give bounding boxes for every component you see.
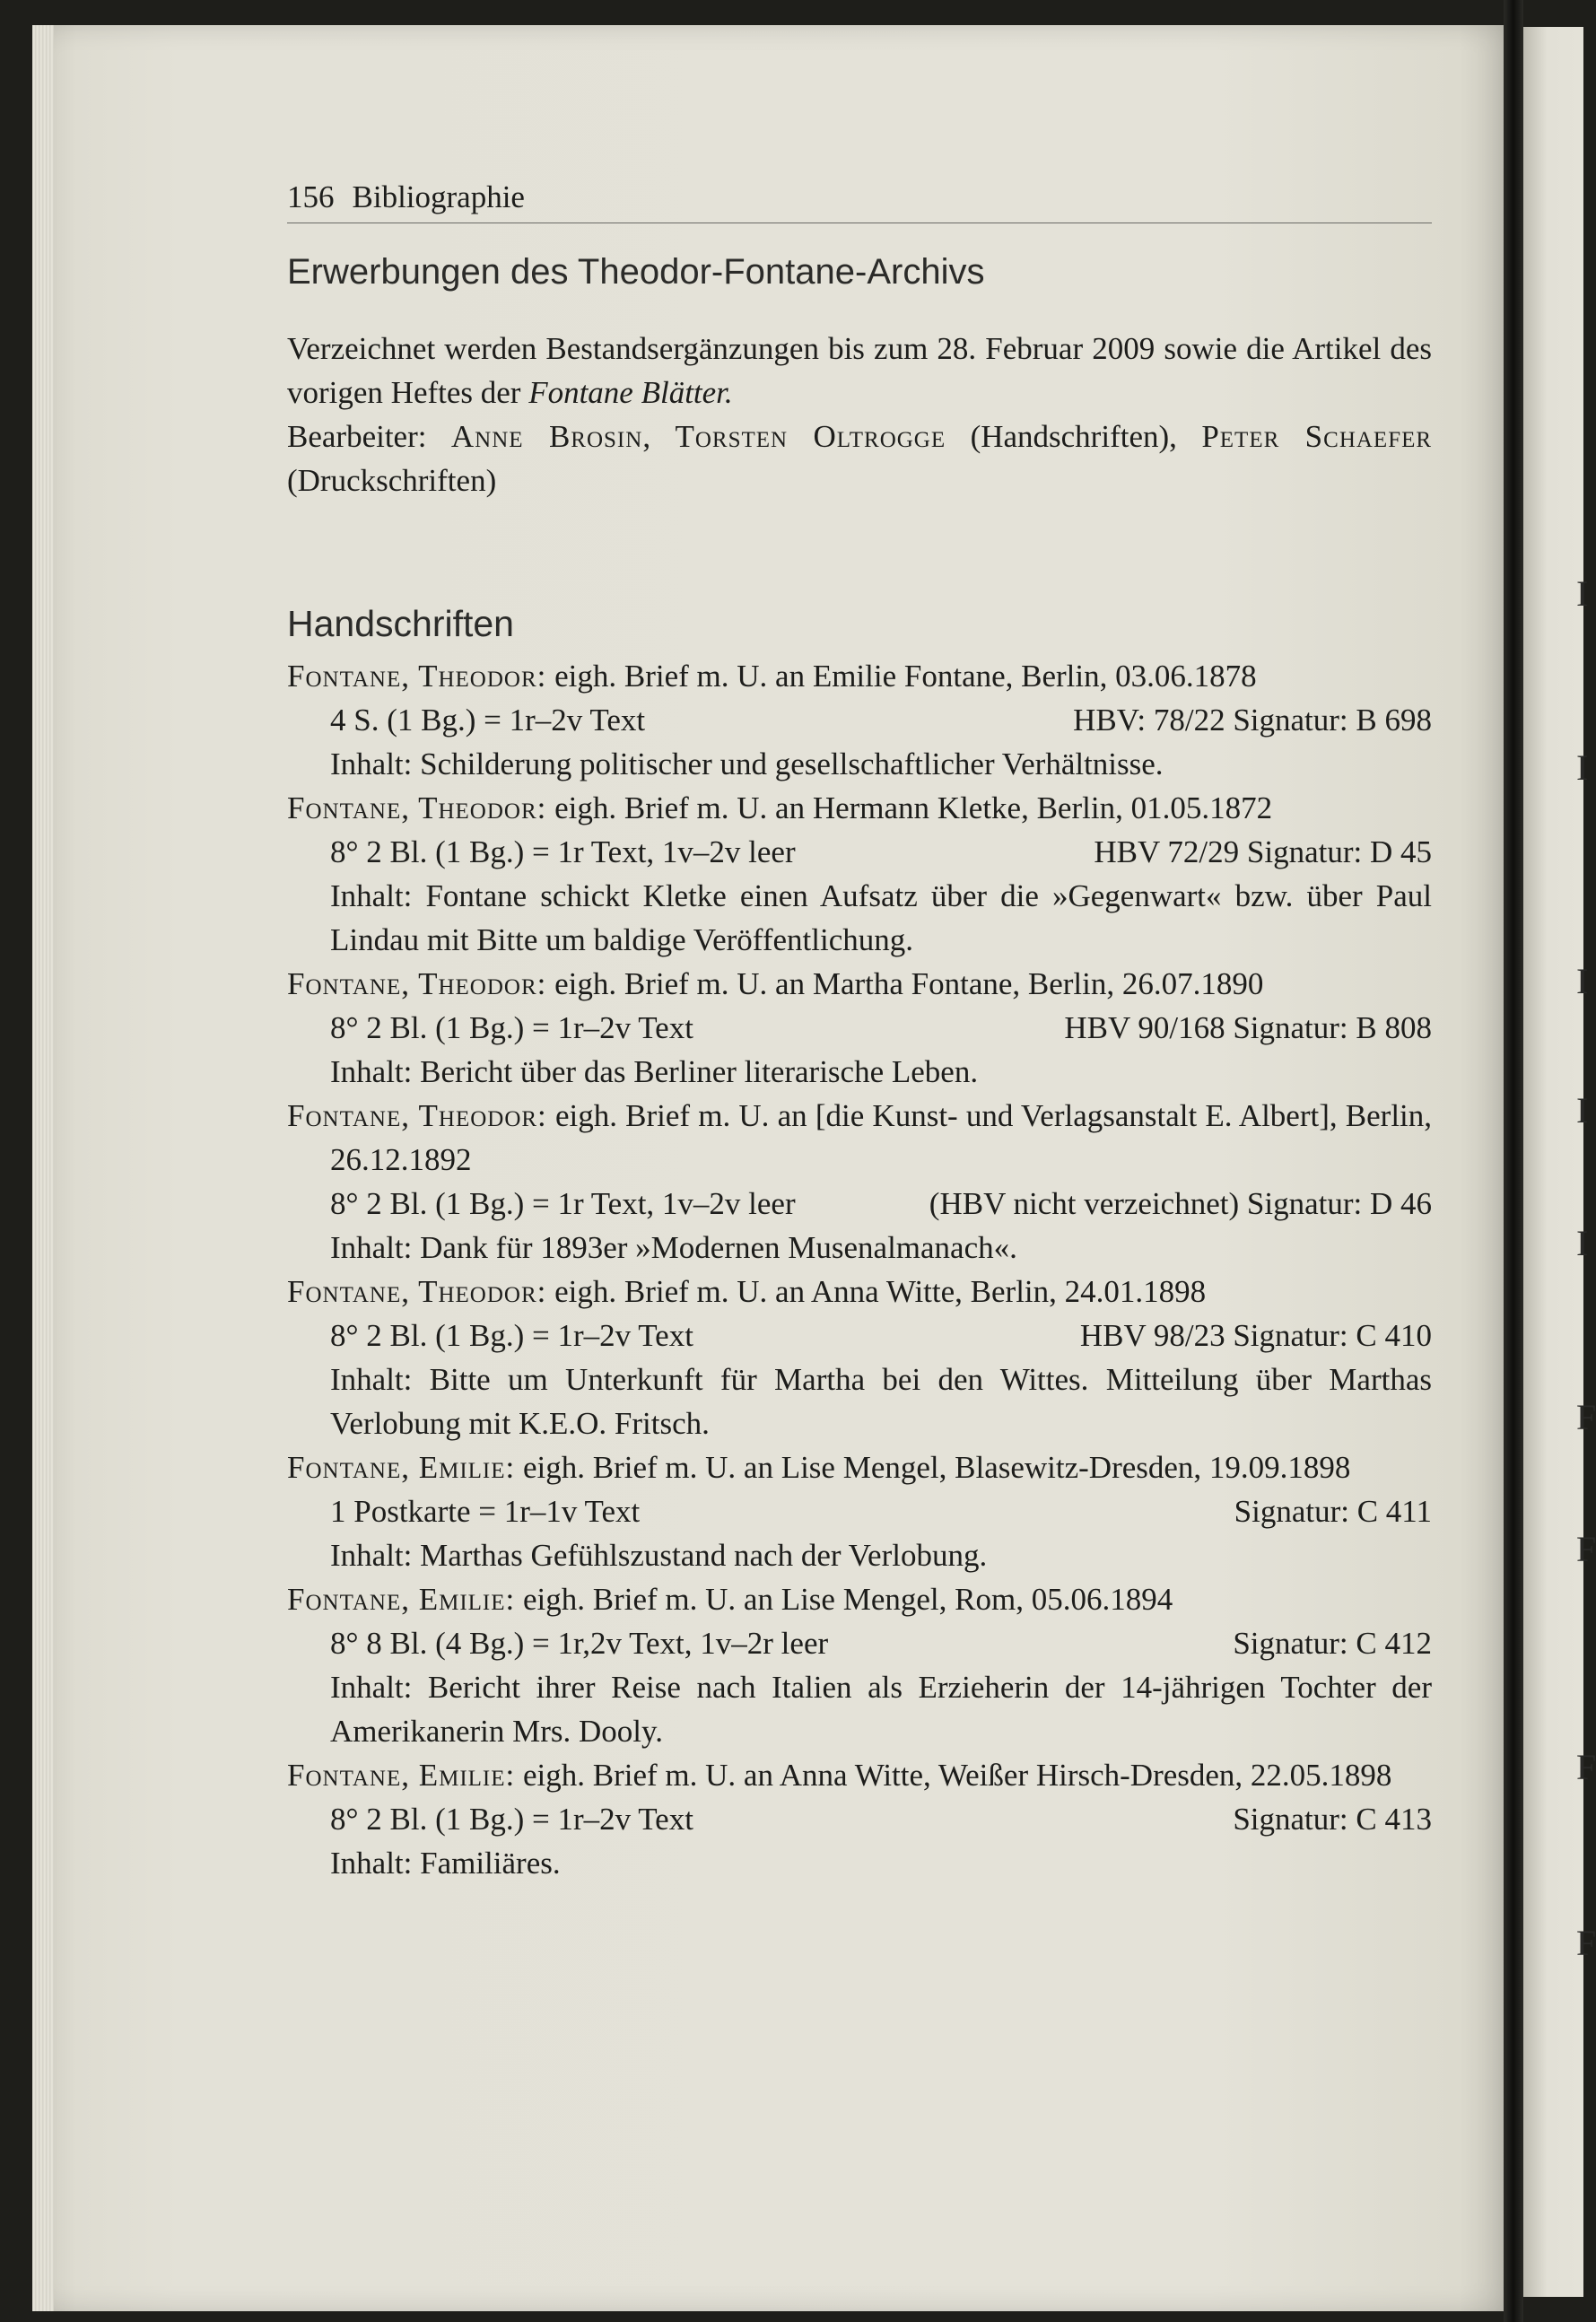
adjacent-page-glyph: F [1576, 1529, 1596, 1569]
entry-description: eigh. Brief m. U. an Lise Mengel, Rom, 05.06.1894 [523, 1582, 1173, 1617]
adjacent-page-glyph: I [1576, 1090, 1589, 1130]
editor-note: (Handschriften), [970, 419, 1177, 454]
entry-content: Inhalt: Familiäres. [330, 1846, 561, 1881]
intro-paragraph [287, 327, 1432, 415]
entry-physical-line [287, 1182, 1432, 1226]
entry-physical: 8° 2 Bl. (1 Bg.) = 1r–2v Text [330, 1010, 693, 1045]
running-head [287, 179, 1432, 223]
entry-content: Inhalt: Marthas Gefühlszustand nach der Verlobung. [330, 1538, 988, 1573]
adjacent-page-glyph: I [1576, 961, 1589, 1001]
entry-author: Fontane, Theodor: [287, 966, 547, 1001]
adjacent-page-glyph: F [1576, 1397, 1596, 1437]
entry-description: eigh. Brief m. U. an Martha Fontane, Berlin, 26.07.1890 [554, 966, 1264, 1001]
entry-description: eigh. Brief m. U. an Anna Witte, Berlin, 24.01.1898 [554, 1274, 1207, 1309]
entry-physical: 1 Postkarte = 1r–1v Text [330, 1494, 641, 1529]
entry-heading [287, 1270, 1432, 1314]
entry-list [287, 654, 1432, 1885]
entry-physical-line [287, 1797, 1432, 1841]
entry-content: Inhalt: Bericht über das Berliner literarische Leben. [330, 1054, 979, 1089]
entry-physical: 8° 2 Bl. (1 Bg.) = 1r Text, 1v–2v leer [330, 834, 796, 869]
entry-physical-line [287, 830, 1432, 874]
section-title: Handschriften [287, 603, 514, 644]
adjacent-page [1523, 27, 1583, 2297]
entry-heading [287, 654, 1432, 698]
entry-description: eigh. Brief m. U. an Hermann Kletke, Berlin, 01.05.1872 [554, 790, 1273, 825]
entry-physical: 8° 8 Bl. (4 Bg.) = 1r,2v Text, 1v–2r leer [330, 1626, 829, 1661]
entry-signature: (HBV nicht verzeichnet) Signatur: D 46 [929, 1186, 1432, 1221]
entry-author: Fontane, Theodor: [287, 1274, 547, 1309]
intro-text [287, 327, 1432, 502]
editors-line: Bearbeiter: Anne Brosin, Torsten Oltrogge (Handschriften), Peter Schaefer (Druckschriften) [287, 419, 1433, 498]
entry-signature: Signatur: C 412 [1233, 1626, 1432, 1661]
entry-physical: 4 S. (1 Bg.) = 1r–2v Text [330, 703, 646, 738]
entry-description: eigh. Brief m. U. an Emilie Fontane, Berlin, 03.06.1878 [554, 659, 1257, 694]
entry-signature: HBV 72/29 Signatur: D 45 [1094, 834, 1432, 869]
entry-physical-line [287, 1314, 1432, 1357]
list-item [287, 1577, 1432, 1753]
entry-author: Fontane, Theodor: [287, 790, 547, 825]
adjacent-page-glyph: I [1576, 573, 1589, 614]
entry-heading [287, 1577, 1432, 1621]
entry-signature: HBV 90/168 Signatur: B 808 [1064, 1010, 1432, 1045]
page-title: Erwerbungen des Theodor-Fontane-Archivs [287, 252, 985, 292]
entry-author: Fontane, Emilie: [287, 1758, 516, 1793]
entry-description: eigh. Brief m. U. an Anna Witte, Weißer Hirsch-Dresden, 22.05.1898 [523, 1758, 1392, 1793]
entry-physical-line [287, 698, 1432, 742]
entry-content: Inhalt: Schilderung politischer und gesellschaftlicher Verhältnisse. [330, 746, 1164, 781]
page-content [287, 179, 1432, 1885]
entry-signature: Signatur: C 413 [1233, 1802, 1432, 1837]
entry-description: eigh. Brief m. U. an Lise Mengel, Blasewitz-Dresden, 19.09.1898 [523, 1450, 1351, 1485]
entry-signature: HBV: 78/22 Signatur: B 698 [1073, 703, 1432, 738]
entry-content: Inhalt: Dank für 1893er »Modernen Musenalmanach«. [330, 1230, 1017, 1265]
list-item [287, 1270, 1432, 1445]
entry-physical: 8° 2 Bl. (1 Bg.) = 1r Text, 1v–2v leer [330, 1186, 796, 1221]
entry-heading [287, 1445, 1432, 1489]
book-spine [1504, 0, 1523, 2322]
entry-physical-line [287, 1489, 1432, 1533]
entry-content: Inhalt: Bitte um Unterkunft für Martha bei den Wittes. Mitteilung über Marthas Verlobung mit K.E.O. Fritsch. [330, 1362, 1432, 1441]
entry-heading [287, 962, 1432, 1006]
entry-author: Fontane, Emilie: [287, 1450, 516, 1485]
entry-content: Inhalt: Fontane schickt Kletke einen Aufsatz über die »Gegenwart« bzw. über Paul Lindau mit Bitte um baldige Veröffentlichung. [330, 878, 1432, 957]
entry-physical: 8° 2 Bl. (1 Bg.) = 1r–2v Text [330, 1802, 693, 1837]
entry-author: Fontane, Theodor: [287, 659, 547, 694]
entry-author: Fontane, Theodor: [287, 1098, 547, 1133]
entry-content: Inhalt: Bericht ihrer Reise nach Italien als Erzieherin der 14-jährigen Tochter der Amerikanerin Mrs. Dooly. [330, 1670, 1432, 1749]
editor-name: Peter Schaefer [1201, 419, 1433, 454]
entry-signature: Signatur: C 411 [1234, 1494, 1432, 1529]
editor-name: Anne Brosin [450, 419, 643, 454]
entry-signature: HBV 98/23 Signatur: C 410 [1079, 1318, 1432, 1353]
entry-physical-line [287, 1006, 1432, 1050]
editor-note: (Druckschriften) [287, 463, 497, 498]
entry-heading [287, 1094, 1432, 1182]
list-item [287, 1753, 1432, 1885]
list-item [287, 1094, 1432, 1270]
list-item [287, 1445, 1432, 1577]
list-item [287, 962, 1432, 1094]
entry-heading [287, 1753, 1432, 1797]
entry-heading [287, 786, 1432, 830]
page-edge [32, 25, 54, 2311]
entry-physical-line [287, 1621, 1432, 1665]
adjacent-page-glyph: F [1576, 1747, 1596, 1787]
editor-name: Torsten Oltrogge [675, 419, 946, 454]
entry-author: Fontane, Emilie: [287, 1582, 516, 1617]
entry-description: eigh. Brief m. U. an [die Kunst- und Verlagsanstalt E. Albert], Berlin, 26.12.1892 [330, 1098, 1433, 1177]
entry-physical: 8° 2 Bl. (1 Bg.) = 1r–2v Text [330, 1318, 693, 1353]
adjacent-page-glyph: I [1576, 747, 1589, 788]
adjacent-page-glyph: F [1576, 1923, 1596, 1963]
list-item [287, 654, 1432, 786]
journal-title: Fontane Blätter. [528, 375, 733, 410]
adjacent-page-glyph: I [1576, 1223, 1589, 1263]
editors-label: Bearbeiter: [287, 419, 427, 454]
page-number: 156 [287, 179, 335, 214]
running-head-title: Bibliographie [352, 179, 525, 214]
intro-sentence: Verzeichnet werden Bestandsergänzungen bis zum 28. Februar 2009 sowie die Artikel des vorigen Heftes der [287, 331, 1432, 410]
list-item [287, 786, 1432, 962]
